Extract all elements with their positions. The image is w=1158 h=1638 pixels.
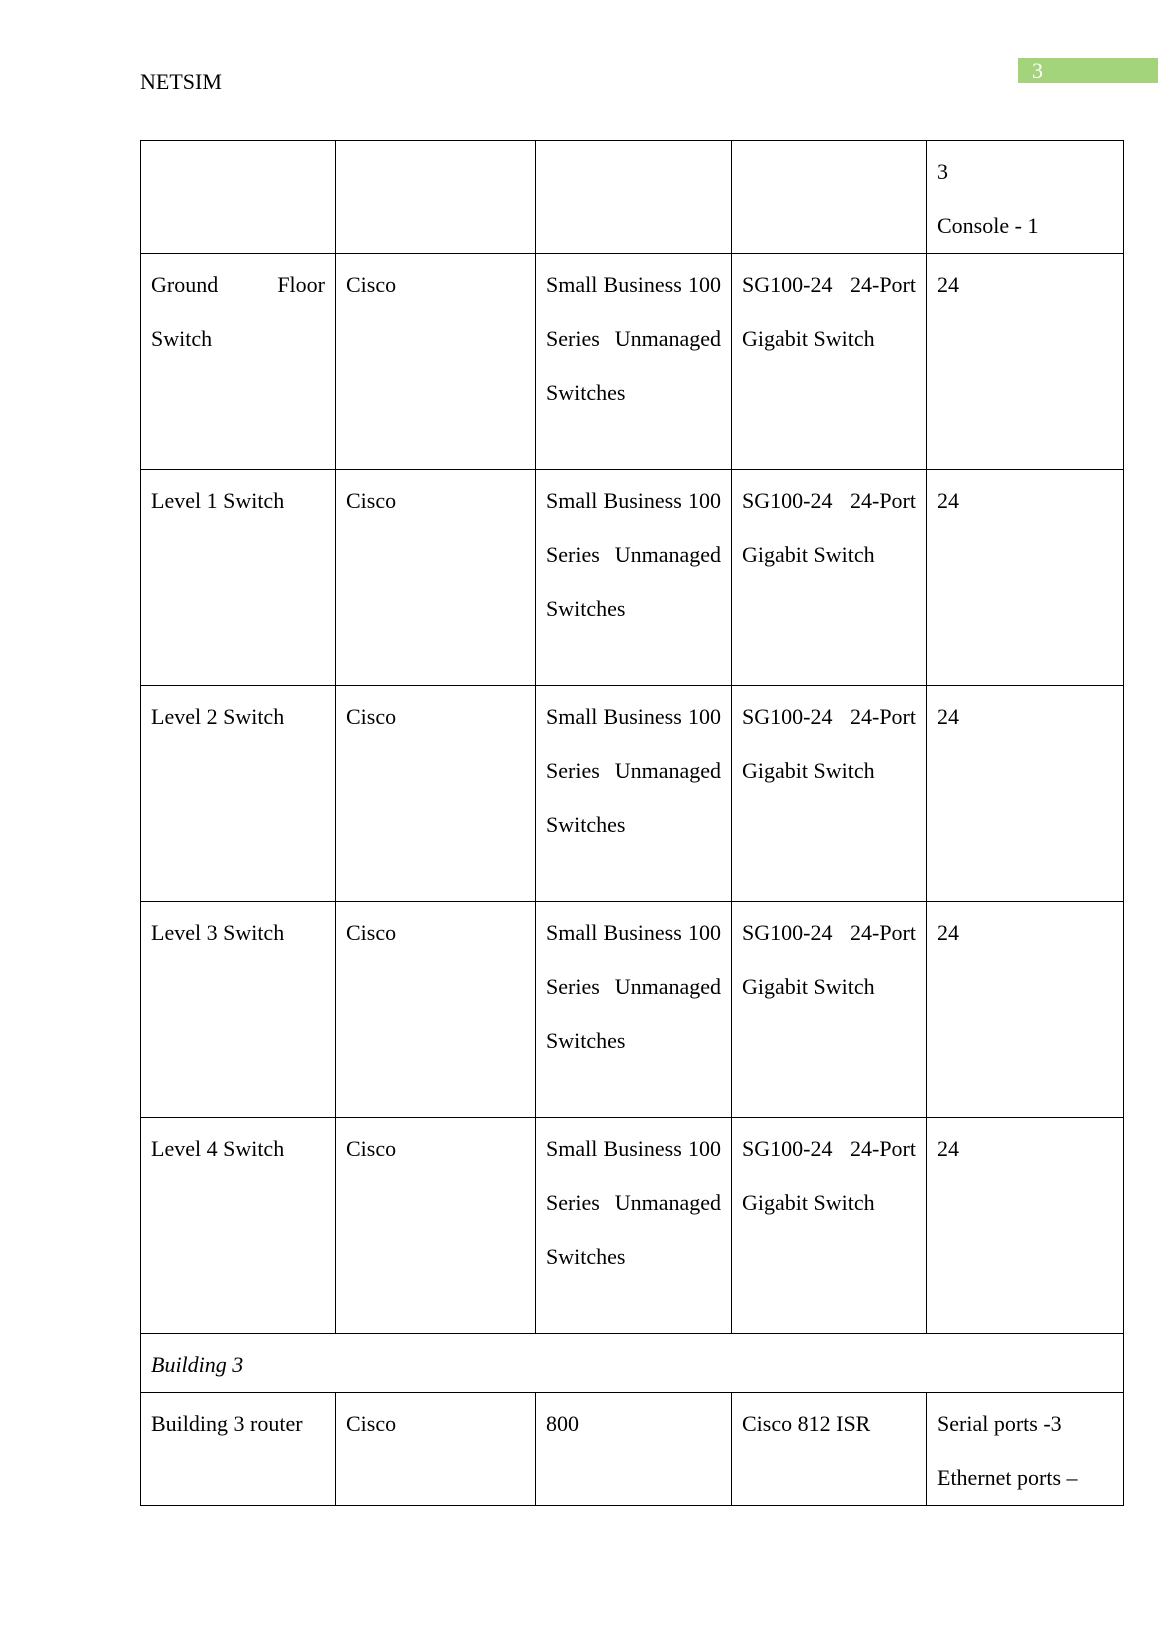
page-number: 3 bbox=[1032, 58, 1043, 83]
device-name-cell: Level 3 Switch bbox=[141, 902, 336, 1118]
model-cell: SG100-24 24-Port Gigabit Switch bbox=[732, 254, 927, 470]
ports-cell: 24 bbox=[927, 686, 1124, 902]
table-row bbox=[141, 1118, 1124, 1334]
ports-cell: 24 bbox=[927, 470, 1124, 686]
vendor-cell: Cisco bbox=[336, 1118, 536, 1334]
table-cell bbox=[336, 141, 536, 254]
table-row bbox=[141, 686, 1124, 902]
table-row bbox=[141, 254, 1124, 470]
section-heading: Building 3 bbox=[151, 1352, 244, 1377]
model-cell: SG100-24 24-Port Gigabit Switch bbox=[732, 902, 927, 1118]
series-cell: 800 bbox=[536, 1393, 732, 1506]
model-cell: SG100-24 24-Port Gigabit Switch bbox=[732, 1118, 927, 1334]
series-cell: Small Business 100 Series Unmanaged Switches bbox=[536, 254, 732, 470]
ports-cell: 24 bbox=[927, 254, 1124, 470]
ports-cell: Serial ports -3 Ethernet ports – bbox=[927, 1393, 1124, 1506]
page-number-bar bbox=[1018, 58, 1158, 83]
ports-cell: 24 bbox=[927, 1118, 1124, 1334]
model-cell: Cisco 812 ISR bbox=[732, 1393, 927, 1506]
device-name-cell: Level 4 Switch bbox=[141, 1118, 336, 1334]
table-row bbox=[141, 470, 1124, 686]
section-heading-row bbox=[141, 1334, 1124, 1393]
table-row bbox=[141, 141, 1124, 254]
device-name-cell: Building 3 router bbox=[141, 1393, 336, 1506]
running-head-title: NETSIM bbox=[140, 69, 222, 94]
table-cell bbox=[732, 141, 927, 254]
series-cell: Small Business 100 Series Unmanaged Switches bbox=[536, 686, 732, 902]
table-row bbox=[141, 902, 1124, 1118]
table-cell bbox=[141, 141, 336, 254]
device-name-cell: Level 1 Switch bbox=[141, 470, 336, 686]
vendor-cell: Cisco bbox=[336, 686, 536, 902]
table-row bbox=[141, 1393, 1124, 1506]
vendor-cell: Cisco bbox=[336, 254, 536, 470]
vendor-cell: Cisco bbox=[336, 902, 536, 1118]
vendor-cell: Cisco bbox=[336, 470, 536, 686]
section-heading-cell bbox=[141, 1334, 1124, 1393]
vendor-cell: Cisco bbox=[336, 1393, 536, 1506]
series-cell: Small Business 100 Series Unmanaged Switches bbox=[536, 902, 732, 1118]
table-cell bbox=[536, 141, 732, 254]
equipment-spec-table bbox=[140, 140, 1124, 1506]
series-cell: Small Business 100 Series Unmanaged Switches bbox=[536, 1118, 732, 1334]
ports-cell: 24 bbox=[927, 902, 1124, 1118]
table-cell: 3 Console - 1 bbox=[927, 141, 1124, 254]
model-cell: SG100-24 24-Port Gigabit Switch bbox=[732, 470, 927, 686]
series-cell: Small Business 100 Series Unmanaged Switches bbox=[536, 470, 732, 686]
device-name-cell: Ground Floor Switch bbox=[141, 254, 336, 470]
model-cell: SG100-24 24-Port Gigabit Switch bbox=[732, 686, 927, 902]
device-name-cell: Level 2 Switch bbox=[141, 686, 336, 902]
